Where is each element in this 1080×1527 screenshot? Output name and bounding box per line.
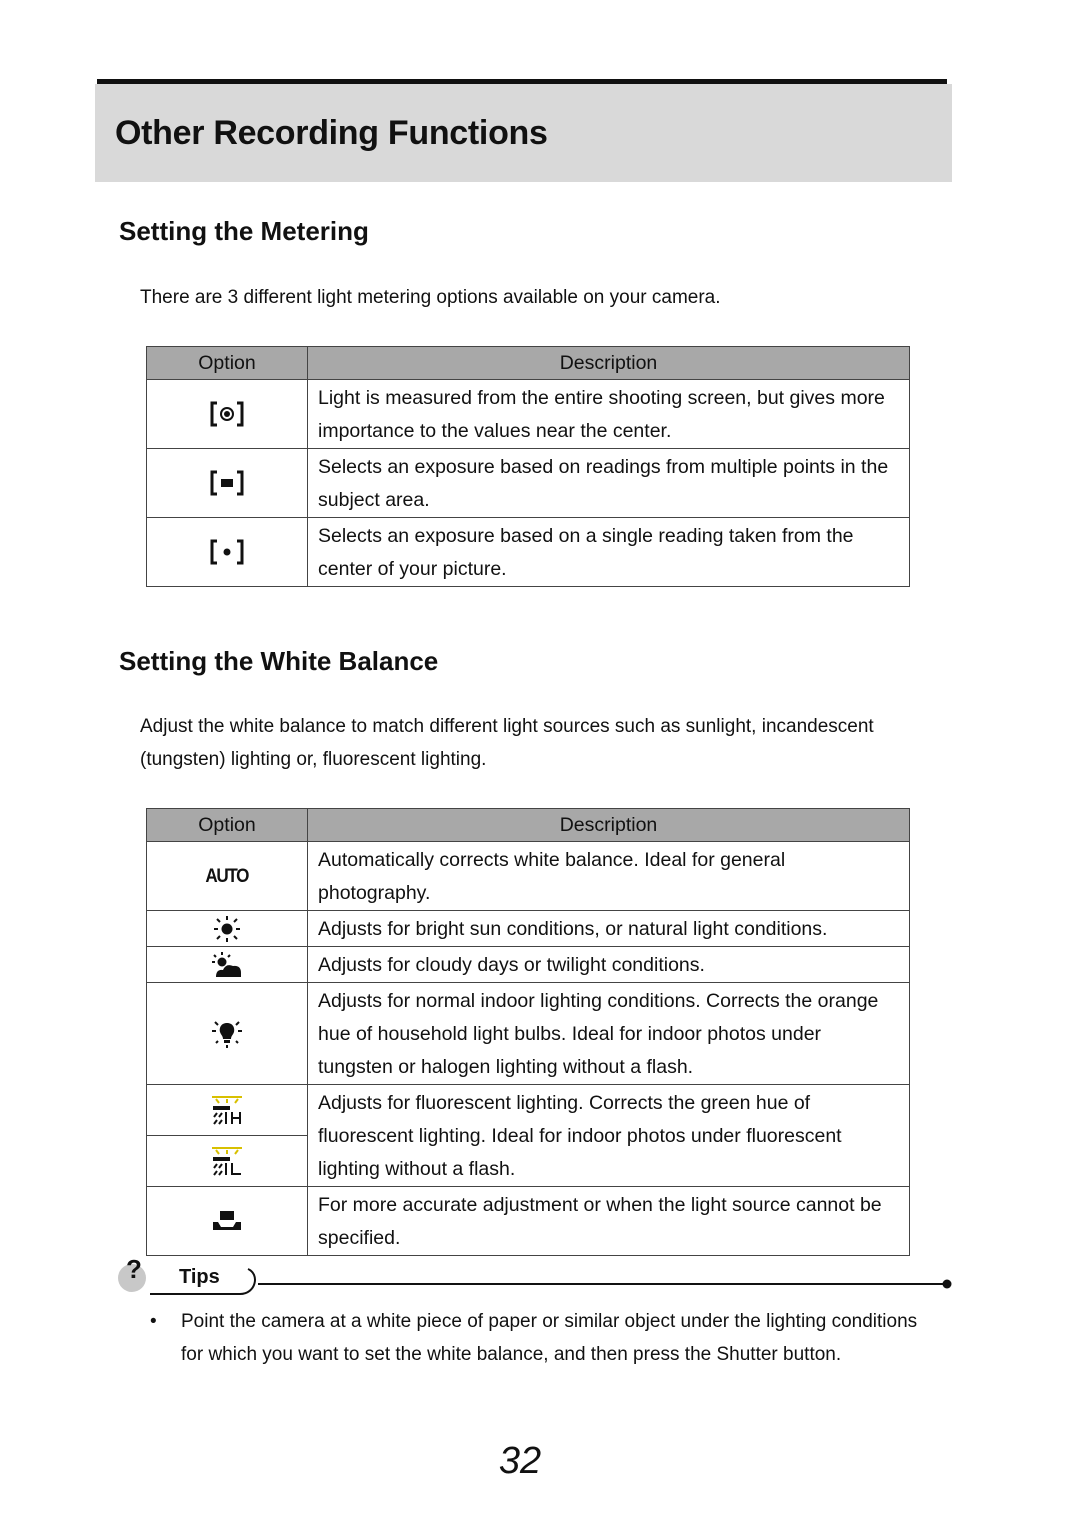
white-balance-table bbox=[146, 808, 910, 1256]
svg-text:?: ? bbox=[126, 1256, 142, 1284]
custom-wb-icon bbox=[210, 1209, 244, 1233]
description-cell: Adjusts for normal indoor lighting conditions. Corrects the orange hue of household light bulbs. Ideal for indoor photos under tungsten or halogen lighting without a flash. bbox=[308, 983, 910, 1085]
tips-divider bbox=[148, 1268, 958, 1302]
page-title: Other Recording Functions bbox=[115, 114, 548, 152]
metering-intro: There are 3 different light metering options available on your camera. bbox=[140, 287, 721, 308]
table-header-row bbox=[147, 347, 910, 380]
table-row bbox=[147, 983, 910, 1085]
fluorescent-l-icon bbox=[210, 1146, 244, 1176]
tungsten-icon bbox=[210, 1019, 244, 1049]
metering-table bbox=[146, 346, 910, 587]
column-header-description: Description bbox=[308, 347, 910, 380]
help-icon bbox=[117, 1256, 149, 1294]
description-cell: Selects an exposure based on a single reading taken from the center of your picture. bbox=[308, 518, 910, 587]
tips-label: Tips bbox=[179, 1266, 220, 1288]
spot-metering-icon bbox=[210, 538, 244, 566]
daylight-icon bbox=[212, 915, 242, 943]
table-row bbox=[147, 1187, 910, 1256]
multi-metering-icon bbox=[210, 469, 244, 497]
cloudy-icon bbox=[210, 951, 244, 979]
white-balance-heading: Setting the White Balance bbox=[119, 646, 439, 676]
tip-item: Point the camera at a white piece of paper or similar object under the lighting conditions for which you want to set the white balance, and then press the Shutter button. bbox=[181, 1311, 918, 1365]
table-row bbox=[147, 911, 910, 947]
tip-bullet: • bbox=[150, 1311, 157, 1332]
description-cell: Light is measured from the entire shooting screen, but gives more importance to the values near the center. bbox=[308, 380, 910, 449]
column-header-description: Description bbox=[308, 809, 910, 842]
center-weighted-metering-icon bbox=[210, 400, 244, 428]
table-row bbox=[147, 380, 910, 449]
description-cell: Selects an exposure based on readings from multiple points in the subject area. bbox=[308, 449, 910, 518]
metering-heading: Setting the Metering bbox=[119, 216, 369, 246]
column-header-option: Option bbox=[147, 809, 308, 842]
auto-wb-icon: AUTO bbox=[205, 865, 249, 887]
description-cell: Adjusts for fluorescent lighting. Corrects the green hue of fluorescent lighting. Ideal for indoor photos under fluorescent lighting without a flash. bbox=[308, 1085, 910, 1187]
table-row bbox=[147, 518, 910, 587]
white-balance-intro: Adjust the white balance to match different light sources such as sunlight, incandescent (tungsten) lighting or, fluorescent lighting. bbox=[140, 716, 874, 770]
description-cell: Adjusts for bright sun conditions, or natural light conditions. bbox=[308, 911, 910, 947]
table-header-row bbox=[147, 809, 910, 842]
description-cell: Adjusts for cloudy days or twilight conditions. bbox=[308, 947, 910, 983]
table-row bbox=[147, 449, 910, 518]
description-cell: Automatically corrects white balance. Ideal for general photography. bbox=[308, 842, 910, 911]
column-header-option: Option bbox=[147, 347, 308, 380]
fluorescent-h-icon bbox=[210, 1095, 244, 1125]
page-number: 32 bbox=[498, 1440, 542, 1482]
table-row bbox=[147, 947, 910, 983]
table-row bbox=[147, 842, 910, 911]
table-row bbox=[147, 1085, 910, 1136]
description-cell: For more accurate adjustment or when the light source cannot be specified. bbox=[308, 1187, 910, 1256]
